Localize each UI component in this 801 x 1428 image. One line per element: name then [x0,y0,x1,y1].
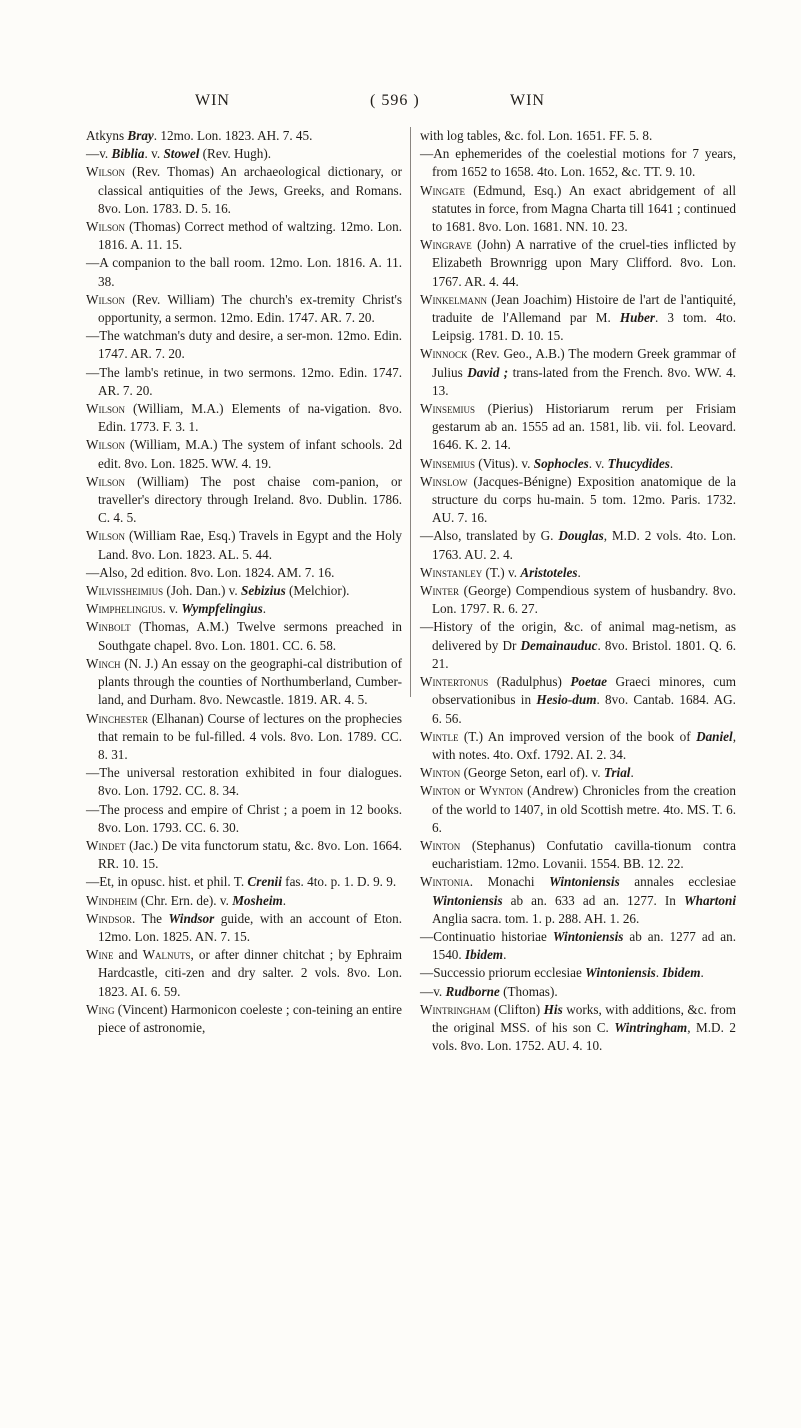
catalog-entry [86,218,402,254]
entry-heading: Winsemius [420,401,475,417]
entry-text: (Melchior). [285,583,350,599]
entry-text: (Elhanan) Course of lectures on the prophecies that remain to be ful-filled. 4 vols. 8vo. Lon. 1789. CC. 8. 31. [98,710,402,762]
catalog-entry [86,600,402,618]
catalog-entry [420,291,736,346]
entry-text: . 8vo. Bristol. 1801. Q. 6. 21. [432,637,736,671]
entry-text: . [669,455,674,471]
entry-italic-text: Wympfelingius [181,601,263,617]
entry-text: ab an. 1277 ad an. 1540. [432,928,737,963]
catalog-entry [86,618,402,654]
entry-heading: Winstanley [420,564,483,580]
entry-text: (N. J.) An essay on the geographi-cal distribution of plants through the counties of Northumberland, Cumber-land, and Durham. 8vo. Newcastle. 1819. AR. 4. 5. [98,655,402,708]
entry-text: (Edmund, Esq.) An exact abridgement of all statutes in force, from Magna Charta till 1641 ; continued to 1681. 8vo. Lon. 1681. NN. 10. 23. [432,182,736,235]
catalog-entry [420,127,736,145]
entry-text: (William, M.A.) Elements of na-vigation. 8vo. Edin. 1773. F. 3. 1. [98,401,402,435]
entry-text: Atkyns [86,128,128,143]
entry-italic-text: Mosheim [232,892,283,908]
catalog-entry [420,983,736,1001]
entry-text: (Thomas) Correct method of waltzing. 12mo. Lon. 1816. A. 11. 15. [98,219,402,253]
entry-heading: Winter [420,583,459,599]
catalog-entry [420,345,736,400]
catalog-entry [420,618,736,673]
entry-italic-text: Poetae [570,674,607,690]
entry-text: —History of the origin, &c. of animal mag-netism, as delivered by Dr [420,619,736,653]
entry-text: and [113,947,143,963]
entry-heading: Winslow [420,473,468,489]
page-number: ( 596 ) [370,92,420,109]
entry-italic-text: Douglas [558,528,604,544]
entry-heading: Wintle [420,728,459,744]
catalog-entry [420,782,736,837]
entry-text: (T.) An improved version of the book of [458,728,697,744]
catalog-entry [86,710,402,765]
entry-heading: Wintertonus [420,674,489,690]
entry-italic-text: Stowel [163,146,200,162]
entry-text: (Vincent) Harmonicon coeleste ; con-teining an entire piece of astronomie, [98,1001,402,1035]
entry-italic-text: Sophocles [533,455,589,471]
page-header [0,92,801,116]
catalog-entry [86,473,402,528]
catalog-entry [420,582,736,618]
entry-italic-text: Hesio-dum [536,692,597,708]
entry-text: (Rev. Geo., A.B.) The modern Greek grammar of Julius [432,346,736,380]
entry-text: . 12mo. Lon. 1823. AH. 7. 45. [153,128,313,143]
entry-text: —Also, 2d edition. 8vo. Lon. 1824. AM. 7. 16. [86,564,335,580]
entry-heading: Wilson [86,437,125,453]
entry-text: (Andrew) Chronicles from the creation of the world to 1407, in old Scottish metre. 4to. MS. T. 6. 6. [432,783,736,835]
entry-italic-text: Demainauduc [520,637,598,653]
entry-italic-text: Wintoniensis [549,874,620,890]
catalog-entry [86,1001,402,1037]
entry-text: (Rev. Thomas) An archaeological dictionary, or classical antiquities of the Jews, Greeks, and Romans. 8vo. Lon. 1783. D. 5. 16. [98,164,402,216]
catalog-entry [86,564,402,582]
catalog-entry [420,964,736,982]
entry-text: —The watchman's duty and desire, a ser-mon. 12mo. Edin. 1747. AR. 7. 20. [86,328,402,362]
catalog-entry [86,127,402,145]
entry-italic-text: Whartoni [683,892,736,908]
entry-text: —v. [420,983,446,999]
catalog-entry [420,145,736,181]
entry-heading: Wilson [86,291,125,307]
entry-text: (Radulphus) [488,674,571,690]
entry-heading: Winton [420,837,461,853]
catalog-entry [420,837,736,873]
entry-italic-text: His [543,1001,563,1017]
entry-text: or [460,783,480,799]
entry-italic-text: Thucydides [607,455,670,471]
entry-italic-text: Crenii [247,874,282,890]
entry-italic-text: Wintoniensis [432,892,503,908]
entry-heading: Wine [86,947,114,963]
entry-text: (George Seton, earl of). v. [460,765,604,781]
entry-text: (William Rae, Esq.) Travels in Egypt and the Holy Land. 8vo. Lon. 1823. AL. 5. 44. [98,528,402,562]
entry-text: . [655,965,663,981]
entry-text: (Thomas). [499,983,558,999]
left-column [86,127,402,1037]
entry-text: fas. 4to. p. 1. D. 9. 9. [281,874,397,890]
catalog-entry [86,364,402,400]
entry-heading: Wilson [86,401,125,417]
catalog-entry [86,163,402,218]
catalog-entry [86,873,402,891]
entry-italic-text: David ; [467,364,509,380]
entry-heading: Wintringham [420,1001,491,1017]
entry-italic-text: Daniel [696,728,733,744]
entry-text: —Also, translated by G. [420,528,559,544]
catalog-entry [420,527,736,563]
entry-heading: Wilson [86,473,125,489]
entry-text: . [700,965,704,981]
catalog-entry [86,764,402,800]
entry-heading: Windsor [86,910,132,926]
entry-italic-text: Ibidem [464,947,504,963]
entry-heading: Wingrave [420,237,472,253]
entry-text: . 3 tom. 4to. Leipsig. 1781. D. 10. 15. [432,310,736,344]
entry-text: (Clifton) [490,1001,544,1017]
catalog-entry [420,873,736,928]
entry-text: . v. [144,146,164,162]
entry-text: —An ephemerides of the coelestial motions for 7 years, from 1652 to 1658. 4to. Lon. 1652, &c. TT. 9. 10. [420,146,736,180]
entry-text: (William) The post chaise com-panion, or traveller's directory through Ireland. 8vo. Dublin. 1786. C. 4. 5. [98,473,402,526]
catalog-entry [420,564,736,582]
catalog-entry [86,436,402,472]
entry-italic-text: Rudborne [445,983,500,999]
entry-text: (Rev. Hugh). [199,146,272,162]
entry-text: (George) Compendious system of husbandry. 8vo. Lon. 1797. R. 6. 27. [432,583,736,617]
entry-text: . [503,947,507,963]
entry-heading: Windet [86,837,126,853]
entry-heading: Winton [420,765,461,781]
entry-text: . [262,601,267,617]
entry-text: —The lamb's retinue, in two sermons. 12mo. Edin. 1747. AR. 7. 20. [86,364,402,398]
entry-text: Graeci minores, cum observationibus in [432,674,736,708]
entry-heading: Winnock [420,346,468,362]
entry-heading: Wimphelingius [86,601,163,617]
entry-heading: Winchester [86,710,148,726]
entry-heading: Wingate [420,182,465,198]
entry-text: (Thomas, A.M.) Twelve sermons preached in Southgate chapel. 8vo. Lon. 1801. CC. 6. 58. [98,619,402,653]
catalog-entry [86,892,402,910]
entry-italic-text: Aristoteles [520,564,578,580]
entry-text: —Et, in opusc. hist. et phil. T. [86,874,248,890]
catalog-entry [86,527,402,563]
catalog-entry [86,801,402,837]
catalog-entry [420,764,736,782]
entry-text: . [577,564,581,580]
entry-text: —The process and empire of Christ ; a poem in 12 books. 8vo. Lon. 1793. CC. 6. 30. [86,801,402,835]
entry-text: , M.D. 2 vols. 8vo. Lon. 1752. AU. 4. 10. [432,1019,736,1054]
entry-text: (T.) v. [482,564,521,580]
header-right-guideword: WIN [510,92,545,109]
entry-text: . [282,892,287,908]
entry-text: . The [131,910,169,926]
entry-text: , with notes. 4to. Oxf. 1792. AI. 2. 34. [432,728,736,762]
column-divider [410,127,411,697]
entry-text: (Stephanus) Confutatio cavilla-tionum contra eucharistiam. 12mo. Lovanii. 1554. BB. 12. 22. [432,837,736,872]
entry-italic-text: Bray [127,128,154,143]
entry-text: guide, with an account of Eton. 12mo. Lon. 1825. AN. 7. 15. [98,910,402,944]
catalog-entry [86,946,402,1001]
entry-text: (Pierius) Historiarum rerum per Frisiam gestarum ab an. 1555 ad an. 1581, lib. vii. fol. Leovard. 1646. K. 2. 14. [432,401,736,453]
entry-heading: Winsemius [420,455,475,471]
entry-text: —Continuatio historiae [420,928,553,944]
entry-text: Wynton [479,783,524,799]
catalog-entry [86,910,402,946]
catalog-entry [420,182,736,237]
entry-heading: Wilvissheimius [86,583,164,599]
entry-text: Anglia sacra. tom. 1. p. 288. AH. 1. 26. [432,910,640,926]
entry-heading: Winbolt [86,619,131,635]
entry-heading: Winton [420,783,461,799]
entry-text: annales ecclesiae [619,874,736,890]
catalog-entry [86,291,402,327]
entry-text: . v. [162,601,182,617]
entry-heading: Wintonia [420,874,470,890]
entry-text: works, with additions, &c. from the original MSS. of his son C. [432,1001,736,1035]
entry-italic-text: Wintringham [614,1019,688,1035]
entry-text: (Jean Joachim) Histoire de l'art de l'antiquité, traduite de l'Allemand par M. [432,291,736,326]
catalog-entry [86,400,402,436]
entry-italic-text: Ibidem [662,965,701,981]
entry-text: (Jac.) De vita functorum statu, &c. 8vo. Lon. 1664. RR. 10. 15. [98,837,402,872]
entry-heading: Wilson [86,164,125,180]
entry-heading: Wilson [86,528,125,544]
catalog-entry [420,1001,736,1056]
entry-italic-text: Huber [619,310,656,326]
catalog-entry [420,728,736,764]
entry-text: (John) A narrative of the cruel-ties inflicted by Elizabeth Brownrigg upon Mary Clifford. 8vo. Lon. 1767. AR. 4. 44. [432,237,736,289]
entry-text: . v. [588,455,608,471]
entry-text: (Jacques-Bénigne) Exposition anatomique de la structure du corps hu-main. 5 tom. 12mo. Paris. 1732. AU. 7. 16. [432,473,736,526]
entry-text: , or after dinner chitchat ; by Ephraim Hardcastle, citi-zen and dry salter. 2 vols. 8vo. Lon. 1823. AI. 6. 59. [98,947,402,999]
catalog-entry [86,254,402,290]
catalog-entry [420,673,736,728]
entry-heading: Winch [86,655,121,671]
entry-text: (Vitus). v. [474,455,534,471]
catalog-entry [86,327,402,363]
entry-text: ab an. 633 ad an. 1277. In [502,892,684,908]
entry-text: , M.D. 2 vols. 4to. Lon. 1763. AU. 2. 4. [432,528,737,562]
entry-text: trans-lated from the French. 8vo. WW. 4. 13. [432,364,736,398]
entry-text: . [630,765,634,781]
catalog-entry [420,928,736,964]
entry-italic-text: Wintoniensis [552,928,624,944]
entry-italic-text: Windsor [168,910,215,926]
entry-italic-text: Trial [603,765,631,781]
entry-text: —A companion to the ball room. 12mo. Lon. 1816. A. 11. 38. [86,255,402,289]
catalog-entry [420,236,736,291]
entry-heading: Windheim [86,892,138,908]
entry-heading: Winkelmann [420,291,487,307]
entry-text: (Rev. William) The church's ex-tremity Christ's opportunity, a sermon. 12mo. Edin. 1747. AR. 7. 20. [98,291,402,326]
header-left-guideword: WIN [195,92,230,109]
entry-text: —Successio priorum ecclesiae [420,965,586,981]
entry-heading: Wing [86,1001,115,1017]
catalog-entry [420,400,736,455]
entry-text: Walnuts [142,947,191,963]
entry-heading: Wilson [86,219,125,235]
entry-italic-text: Biblia [111,146,145,162]
catalog-entry [86,837,402,873]
entry-text: —The universal restoration exhibited in four dialogues. 8vo. Lon. 1792. CC. 8. 34. [86,765,402,799]
entry-italic-text: Sebizius [241,583,286,599]
right-column [420,127,736,1055]
catalog-entry [420,473,736,528]
entry-italic-text: Wintoniensis [585,965,656,981]
entry-text: . Monachi [469,874,550,890]
entry-text: (William, M.A.) The system of infant schools. 2d edit. 8vo. Lon. 1825. WW. 4. 19. [98,437,402,471]
entry-text: . 8vo. Cantab. 1684. AG. 6. 56. [432,692,736,726]
catalog-entry [86,145,402,163]
catalog-entry [86,582,402,600]
catalog-entry [86,655,402,710]
entry-text: —v. [86,146,112,162]
entry-text: with log tables, &c. fol. Lon. 1651. FF. 5. 8. [420,128,653,143]
entry-text: (Joh. Dan.) v. [163,583,242,599]
catalog-entry [420,455,736,473]
entry-text: (Chr. Ern. de). v. [137,892,233,908]
